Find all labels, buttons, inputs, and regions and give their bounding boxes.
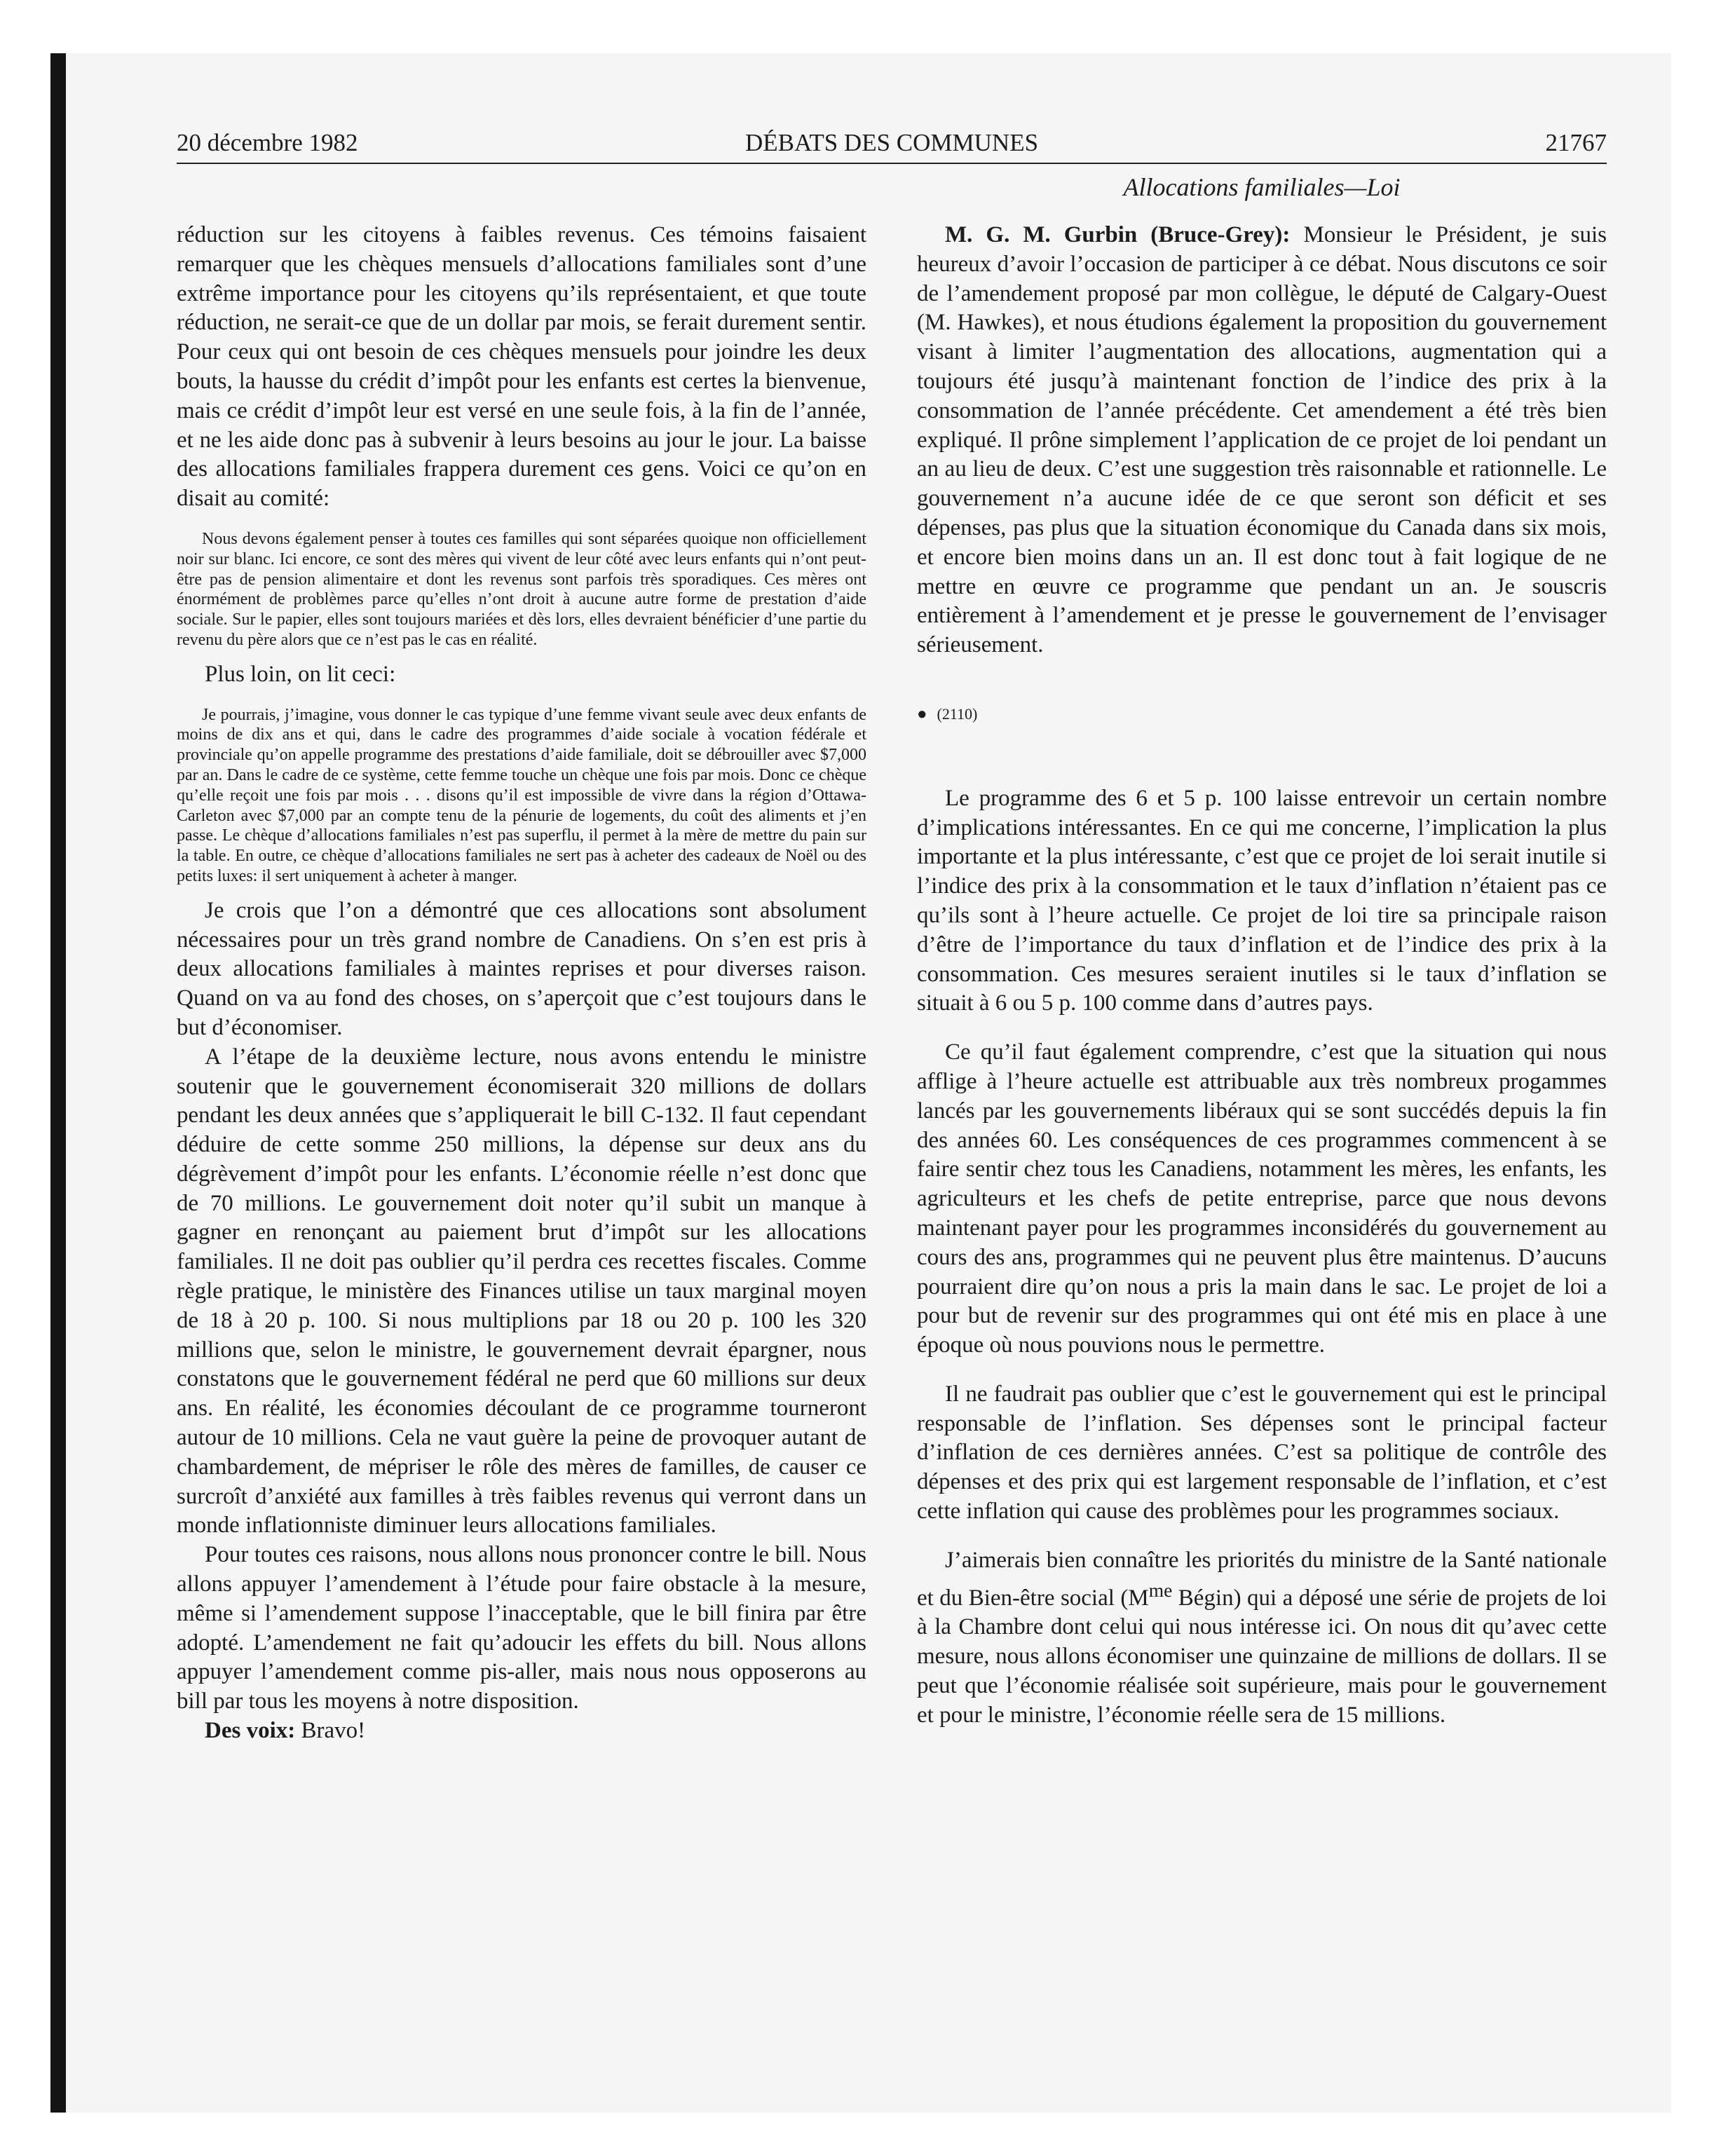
time-marker-text: (2110) xyxy=(937,704,978,723)
interjection-text: Bravo! xyxy=(301,1718,366,1744)
superscript: me xyxy=(1148,1578,1173,1601)
block-quote: Nous devons également penser à toutes ces familles qui sont séparées quoique non officiellement noir sur blanc. Ici encore, ce sont des mères qui vivent de leur côté avec leurs enfants qui n’ont peut-être pas de pension alimentaire et dont les revenus sont parfois très sporadiques. Ces mères ont énormément de problèmes parce qu’elles n’ont droit à aucune autre forme de prestation d’aide sociale. Sur le papier, elles sont toujours mariées et dès lors, elles devraient bénéficier d’une partie du revenu du père alors que ce n’est pas le cas en réalité. xyxy=(177,529,866,649)
paragraph: réduction sur les citoyens à faibles revenus. Ces témoins faisaient remarquer que les chèques mensuels d’allocations familiales sont d’une extrême importance pour les citoyens qu’ils représentaient, et que toute réduction, ne serait-ce que de un dollar par mois, se ferait durement sentir. Pour ceux qui ont besoin de ces chèques mensuels pour joindre les deux bouts, la hausse du crédit d’impôt pour les enfants est certes la bienvenue, mais ce crédit d’impôt leur est versé en une seule fois, à la fin de l’année, et ne les aide donc pas à subvenir à leurs besoins au jour le jour. La baisse des allocations familiales frappera durement ces gens. Voici ce qu’on en disait au comité: xyxy=(177,222,866,512)
speech-paragraph xyxy=(917,221,1607,660)
hansard-page xyxy=(177,119,1607,2082)
paragraph: Plus loin, on lit ceci: xyxy=(205,661,396,687)
speaker-name: M. G. M. Gurbin (Bruce-Grey): xyxy=(945,222,1291,247)
time-marker xyxy=(917,700,1607,730)
paragraph-text: Bégin) qui a déposé une série de projets de loi à la Chambre dont celui qui nous intéresse ici. On nous dit qu’avec cette mesure, nous allons économiser une quinzaine de millions de dollars. Il se peut que l’économie réalisée soit supérieure, mais pour le gouvernement et pour le ministre, l’économie réelle sera de 15 millions. xyxy=(917,1585,1607,1728)
paragraph: A l’étape de la deuxième lecture, nous avons entendu le ministre soutenir que le gouvernement économiserait 320 millions de dollars pendant les deux années que s’appliquerait le bill C-132. Il faut cependant déduire de cette somme 250 millions, la dépense sur deux ans du dégrèvement d’impôt pour les enfants. L’économie réelle n’est donc que de 70 millions. Le gouvernement doit noter qu’il subit un manque à gagner en renonçant au paiement brut d’impôt sur les allocations familiales. Il ne doit pas oublier qu’il perdra ces recettes fiscales. Comme règle pratique, le ministère des Finances utilise un taux marginal moyen de 18 à 20 p. 100. Si nous multiplions par 18 ou 20 p. 100 les 320 millions que, selon le ministre, le gouvernement devrait épargner, nous constatons que le gouvernement fédéral ne perd que 60 millions sur deux ans. En réalité, les économies découlant de ce programme tourneront autour de 10 millions. Cela ne vaut guère la peine de provoquer autant de chambardement, de mépriser le rôle des mères de familles, de causer ce surcroît d’anxiété aux familles à très faibles revenus qui verront dans un monde inflationniste diminuer leurs allocations familiales. xyxy=(177,1044,866,1538)
running-header xyxy=(177,129,1607,171)
paragraph: Je crois que l’on a démontré que ces allocations sont absolument nécessaires pour un très grand nombre de Canadiens. On s’en est pris à deux allocations familiales à maintes reprises et pour diverses raison. Quand on va au fond des choses, on s’aperçoit que c’est toujours dans le but d’économiser. xyxy=(177,897,866,1040)
paragraph: Ce qu’il faut également comprendre, c’est que la situation qui nous afflige à l’heure actuelle est attribuable aux très nombreux progammes lancés par les gouvernements libéraux qui se sont succédés depuis la fin des années 60. Les conséquences de ces programmes commencent à se faire sentir chez tous les Canadiens, notamment les mères, les enfants, les agriculteurs et les chefs de petite entreprise, parce que nous devons maintenant payer pour les programmes inconsidérés du gouvernement au cours des ans, programmes qui ne peuvent plus être maintenus. D’aucuns pourraient dire qu’on nous a pris la main dans le sac. Le projet de loi a pour but de revenir sur des programmes qui ont été mis en place à une époque où nous pouvions nous le permettre. xyxy=(917,1039,1607,1358)
block-quote: Je pourrais, j’imagine, vous donner le cas typique d’une femme vivant seule avec deux enfants de moins de dix ans et qui, dans le cadre des programmes d’aide sociale à vocation fédérale et provinciale qu’on appelle programme des prestations d’aide familiale, doit se débrouiller avec $7,000 par an. Dans le cadre de ce système, cette femme touche un chèque une fois par mois. Donc ce chèque qu’elle reçoit une fois par mois . . . disons qu’il est impossible de vivre dans la région d’Ottawa-Carleton avec $7,000 par an compte tenu de la pénurie de logements, du coût des aliments et j’en passe. Le chèque d’allocations familiales n’est pas superflu, il permet à la mère de mettre du pain sur la table. En outre, ce chèque d’allocations familiales ne sert pas à acheter des cadeaux de Noël ou des petits luxes: il sert uniquement à acheter à manger. xyxy=(177,705,866,885)
interjection xyxy=(177,1717,866,1746)
speech-text: Monsieur le Président, je suis heureux d’avoir l’occasion de participer à ce débat. Nous discutons ce soir de l’amendement proposé par mon collègue, le député de Calgary-Ouest (M. Hawkes), et nous étudions également la proposition du gouvernement visant à limiter l’augmentation des allocations, augmentation qui a toujours été jusqu’à maintenant fonction de l’indice des prix à la consommation de l’année précédente. Cet amendement a été très bien expliqué. Il prône simplement l’application de ce projet de loi pendant un an au lieu de deux. C’est une suggestion très raisonnable et rationnelle. Le gouvernement n’a aucune idée de ce que seront son déficit et ses dépenses, pas plus que la situation économique du Canada dans six mois, et encore bien moins dans un an. Il est donc tout à fait logique de ne mettre en œuvre ce programme que pendant un an. Je souscris entièrement à l’amendement et je presse le gouvernement de l’envisager sérieusement. xyxy=(917,222,1607,658)
speaker-name: Des voix: xyxy=(205,1718,296,1744)
header-page-number: 21767 xyxy=(1545,129,1607,156)
bullet-icon: ● xyxy=(917,704,927,723)
header-title: DÉBATS DES COMMUNES xyxy=(744,129,1039,156)
left-column xyxy=(177,221,866,1746)
paragraph xyxy=(917,1546,1607,1731)
section-subheader: Allocations familiales—Loi xyxy=(1123,173,1401,201)
paragraph-text: J’aimerais bien connaître les priorités du ministre de la Santé nationale et du Bien-être social (M xyxy=(917,1547,1607,1611)
right-column xyxy=(917,221,1607,1731)
paragraph: Pour toutes ces raisons, nous allons nous prononcer contre le bill. Nous allons appuyer l’amendement à l’étude pour faire obstacle à la mesure, même si l’amendement suppose l’inacceptable, que le bill finira par être adopté. L’amendement ne fait qu’adoucir les effets du bill. Nous allons appuyer l’amendement comme pis-aller, mais nous nous opposerons au bill par tous les moyens à notre disposition. xyxy=(177,1542,866,1714)
header-rule xyxy=(177,163,1607,164)
header-date: 20 décembre 1982 xyxy=(177,129,358,156)
binding-edge xyxy=(50,53,66,2113)
paragraph: Il ne faudrait pas oublier que c’est le gouvernement qui est le principal responsable de l’inflation. Ses dépenses sont le principal facteur d’inflation de ces dernières années. C’est sa politique de contrôle des dépenses et des prix qui est largement responsable de l’inflation, et c’est cette inflation qui cause des problèmes pour les programmes sociaux. xyxy=(917,1381,1607,1524)
paragraph: Le programme des 6 et 5 p. 100 laisse entrevoir un certain nombre d’implications intéressantes. En ce qui me concerne, l’implication la plus importante et la plus intéressante, c’est que ce projet de loi serait inutile si l’indice des prix à la consommation et le taux d’inflation n’étaient pas ce qu’ils sont à l’heure actuelle. Ce projet de loi tire sa principale raison d’être de l’importance du taux d’inflation et de l’indice des prix à la consommation. Ces mesures seraient inutiles si le taux d’inflation se situait à 6 ou 5 p. 100 comme dans d’autres pays. xyxy=(917,785,1607,1016)
